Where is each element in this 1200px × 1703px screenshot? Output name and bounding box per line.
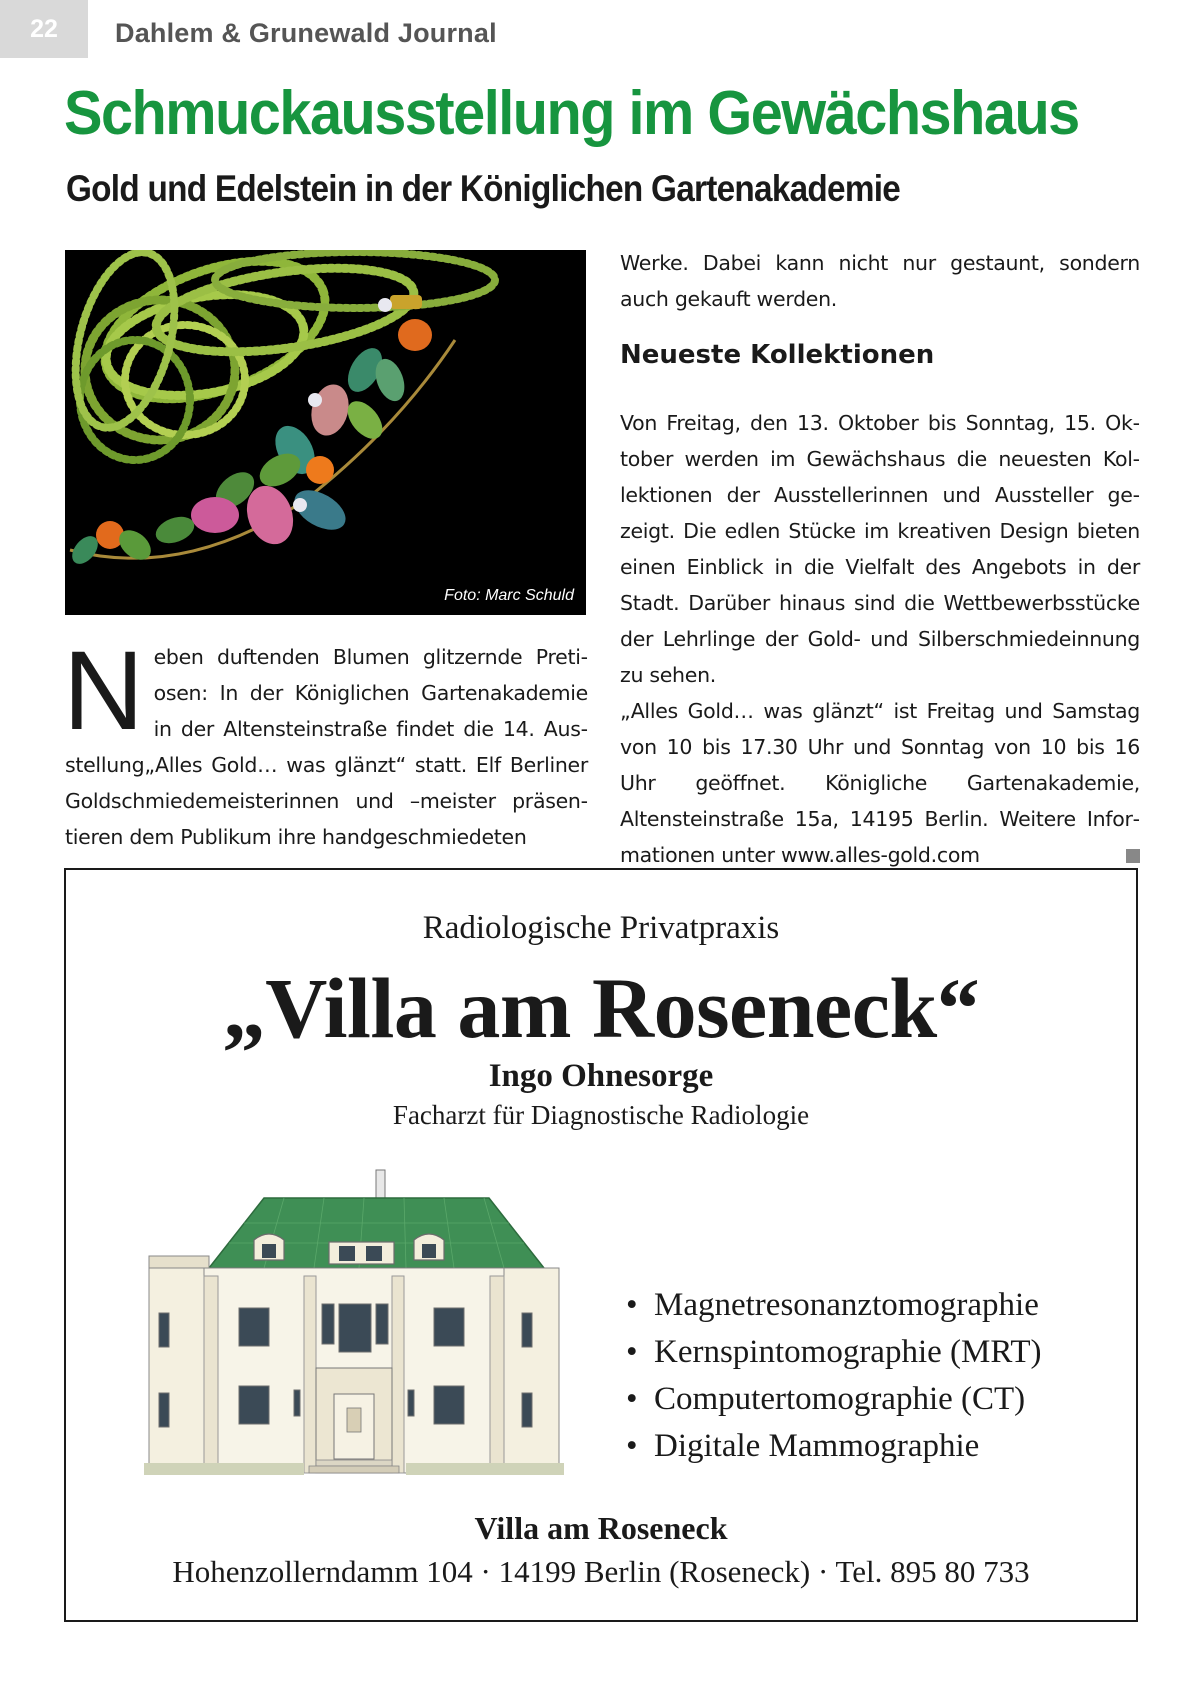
intro-paragraph: eben duftenden Blumen glitzernde Pretiosen: In der Königlichen Gartenakademie in der Altensteinstraße findet die 14. Ausstellung„Alles Gold… was glänzt“ statt. Elf Berliner Goldschmiedemeisterinnen und –meister präsentieren dem Publikum ihre handgeschmiedeten [65,645,588,849]
ad-address: Hohenzollerndamm 104 · 14199 Berlin (Roseneck) · Tel. 895 80 733 [172,1554,1030,1589]
ad-services-list [626,1282,1042,1470]
section-paragraph-2-text: „Alles Gold… was glänzt“ ist Freitag und Samstag von 10 bis 17.30 Uhr und Sonntag von 10 bis 16 Uhr geöffnet. Königliche Gartenakademie, Altensteinstraße 15a, 14195 Berlin. Weitere Informationen unter www.alles-gold.com [620,699,1140,867]
drop-cap: N [63,628,144,753]
jewelry-photo [65,250,586,615]
photo-credit: Foto: Marc Schuld [444,587,574,604]
ad-title: „Villa am Roseneck“ [222,960,980,1056]
page-number: 22 [0,0,88,58]
article-headline: Schmuckausstellung im Gewächshaus [64,79,1079,148]
ad-specialty: Facharzt für Diagnostische Radiologie [392,1100,810,1130]
necklace-illustration [65,250,586,615]
section-paragraph-2 [620,693,1140,873]
ad-service-item: • Magnetresonanztomographie [626,1287,1039,1323]
section-heading: Neueste Kollektionen [620,340,935,370]
advertisement [64,868,1138,1622]
section-paragraph-1: Von Freitag, den 13. Oktober bis Sonntag, 15. Oktober werden im Gewächshaus die neuesten Kollektionen der Ausstellerinnen und Aussteller gezeigt. Die edlen Stücke im kreativen Design bieten einen Einblick in die Vielfalt des Angebots in der Stadt. Darüber hinaus sind die Wettbewerbsstücke der Lehrlinge der Gold- und Silberschmiedeinnung zu sehen. [620,411,1140,687]
ad-doctor-name: Ingo Ohnesorge [488,1058,714,1094]
villa-illustration [144,1168,564,1478]
article-intro [63,628,588,855]
ad-service-item: • Digitale Mammographie [626,1428,980,1464]
section-body [620,405,1140,873]
ad-service-item: • Kernspintomographie (MRT) [626,1334,1042,1370]
end-mark-icon [1126,849,1140,863]
ad-service-item: • Computertomographie (CT) [626,1381,1026,1417]
journal-name: Dahlem & Grunewald Journal [115,18,497,48]
ad-kicker: Radiologische Privatpraxis [422,910,780,946]
ad-footer-name: Villa am Roseneck [474,1510,728,1546]
article-subheadline: Gold und Edelstein in der Königlichen Gartenakademie [66,168,901,209]
article-continued: Werke. Dabei kann nicht nur gestaunt, sondern auch gekauft werden. [620,251,1140,311]
